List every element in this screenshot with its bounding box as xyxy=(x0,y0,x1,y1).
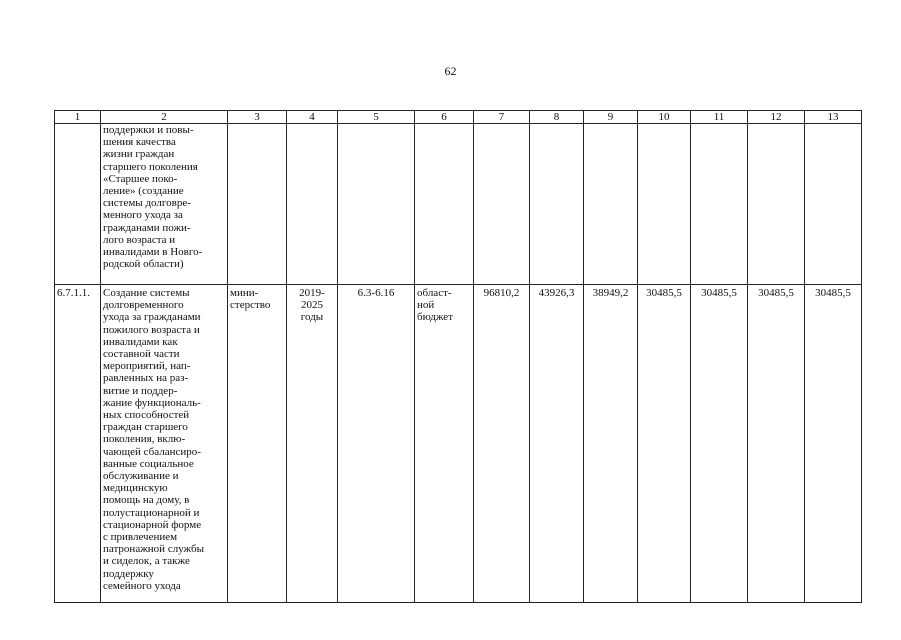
cell-value xyxy=(530,124,584,285)
column-header: 11 xyxy=(691,111,748,124)
text-line: гражданами пожи- xyxy=(103,221,191,234)
text-line: мероприятий, нап- xyxy=(103,360,191,373)
cell-name xyxy=(101,124,228,285)
text-line: лого возраста и xyxy=(103,233,176,246)
text-line: составной части xyxy=(103,348,180,361)
cell-source xyxy=(415,285,474,603)
cell-value xyxy=(691,124,748,285)
column-header: 4 xyxy=(287,111,338,124)
column-header: 9 xyxy=(584,111,638,124)
text-line: 2025 xyxy=(301,299,323,312)
text-line: поддержки и повы- xyxy=(103,124,194,136)
text-line: пожилого возраста и xyxy=(103,323,200,336)
cell-source xyxy=(415,124,474,285)
cell-executor xyxy=(228,124,287,285)
cell-value: 30485,5 xyxy=(638,285,691,603)
cell-target: 6.3-6.16 xyxy=(338,285,415,603)
text-line: стерство xyxy=(230,299,271,312)
text-line: жизни граждан xyxy=(103,148,175,161)
cell-period xyxy=(287,285,338,603)
text-line: системы долговре- xyxy=(103,197,191,210)
cell-number xyxy=(55,124,101,285)
text-line: поддержку xyxy=(103,567,154,580)
text-line: стационарной форме xyxy=(103,518,202,531)
column-header: 6 xyxy=(415,111,474,124)
cell-number: 6.7.1.1. xyxy=(55,285,101,603)
text-line: и сиделок, а также xyxy=(103,555,190,568)
text-line: чающей сбалансиро- xyxy=(103,445,201,458)
cell-period xyxy=(287,124,338,285)
cell-value: 30485,5 xyxy=(691,285,748,603)
cell-value xyxy=(638,124,691,285)
text-line: менного ухода за xyxy=(103,209,183,222)
column-header: 1 xyxy=(55,111,101,124)
text-line: с привлечением xyxy=(103,531,178,544)
cell-value xyxy=(805,124,862,285)
cell-target xyxy=(338,124,415,285)
column-header: 5 xyxy=(338,111,415,124)
text-line: годы xyxy=(300,311,324,324)
cell-value xyxy=(748,124,805,285)
text-line: долговременного xyxy=(103,299,184,312)
cell-value xyxy=(584,124,638,285)
table-row-continuation xyxy=(55,124,862,285)
text-line: патронажной службы xyxy=(103,543,204,556)
text-line: инвалидами в Новго- xyxy=(103,246,203,259)
column-header: 8 xyxy=(530,111,584,124)
text-line: поколения, вклю- xyxy=(103,433,186,446)
text-line: инвалидами как xyxy=(103,335,178,348)
column-header: 12 xyxy=(748,111,805,124)
text-line: «Старшее поко- xyxy=(103,172,178,185)
text-line: полустационарной и xyxy=(103,506,200,519)
text-line: витие и поддер- xyxy=(103,384,178,397)
table-row xyxy=(55,285,862,603)
column-header: 13 xyxy=(805,111,862,124)
text-line: ухода за гражданами xyxy=(103,311,201,324)
text-line: обслуживание и xyxy=(103,470,179,483)
cell-value xyxy=(474,124,530,285)
text-line: равленных на раз- xyxy=(103,372,189,385)
text-line: ление» (создание xyxy=(103,185,184,198)
text-line: медицинскую xyxy=(103,482,168,495)
text-line: родской области) xyxy=(103,258,184,271)
text-line: Создание системы xyxy=(103,287,190,299)
column-header: 10 xyxy=(638,111,691,124)
table-header-row xyxy=(55,111,862,124)
text-line: ной xyxy=(417,299,435,312)
text-line: ных способностей xyxy=(103,409,190,422)
cell-value: 43926,3 xyxy=(530,285,584,603)
cell-value: 30485,5 xyxy=(748,285,805,603)
text-line: ванные социальное xyxy=(103,457,194,470)
cell-value: 38949,2 xyxy=(584,285,638,603)
column-header: 3 xyxy=(228,111,287,124)
cell-executor xyxy=(228,285,287,603)
page-number: 62 xyxy=(444,64,457,78)
column-header: 2 xyxy=(101,111,228,124)
text-line: семейного ухода xyxy=(103,579,181,592)
text-line: старшего поколения xyxy=(103,160,198,173)
cell-value: 96810,2 xyxy=(474,285,530,603)
column-header: 7 xyxy=(474,111,530,124)
program-table xyxy=(54,110,862,603)
text-line: мини- xyxy=(230,287,259,299)
cell-name xyxy=(101,285,228,603)
text-line: шения качества xyxy=(103,136,176,149)
text-line: жание функциональ- xyxy=(103,396,201,409)
text-line: 2019- xyxy=(299,287,325,299)
text-line: помощь на дому, в xyxy=(103,494,190,507)
text-line: област- xyxy=(417,287,452,299)
text-line: граждан старшего xyxy=(103,421,188,434)
cell-value: 30485,5 xyxy=(805,285,862,603)
text-line: бюджет xyxy=(417,311,453,324)
